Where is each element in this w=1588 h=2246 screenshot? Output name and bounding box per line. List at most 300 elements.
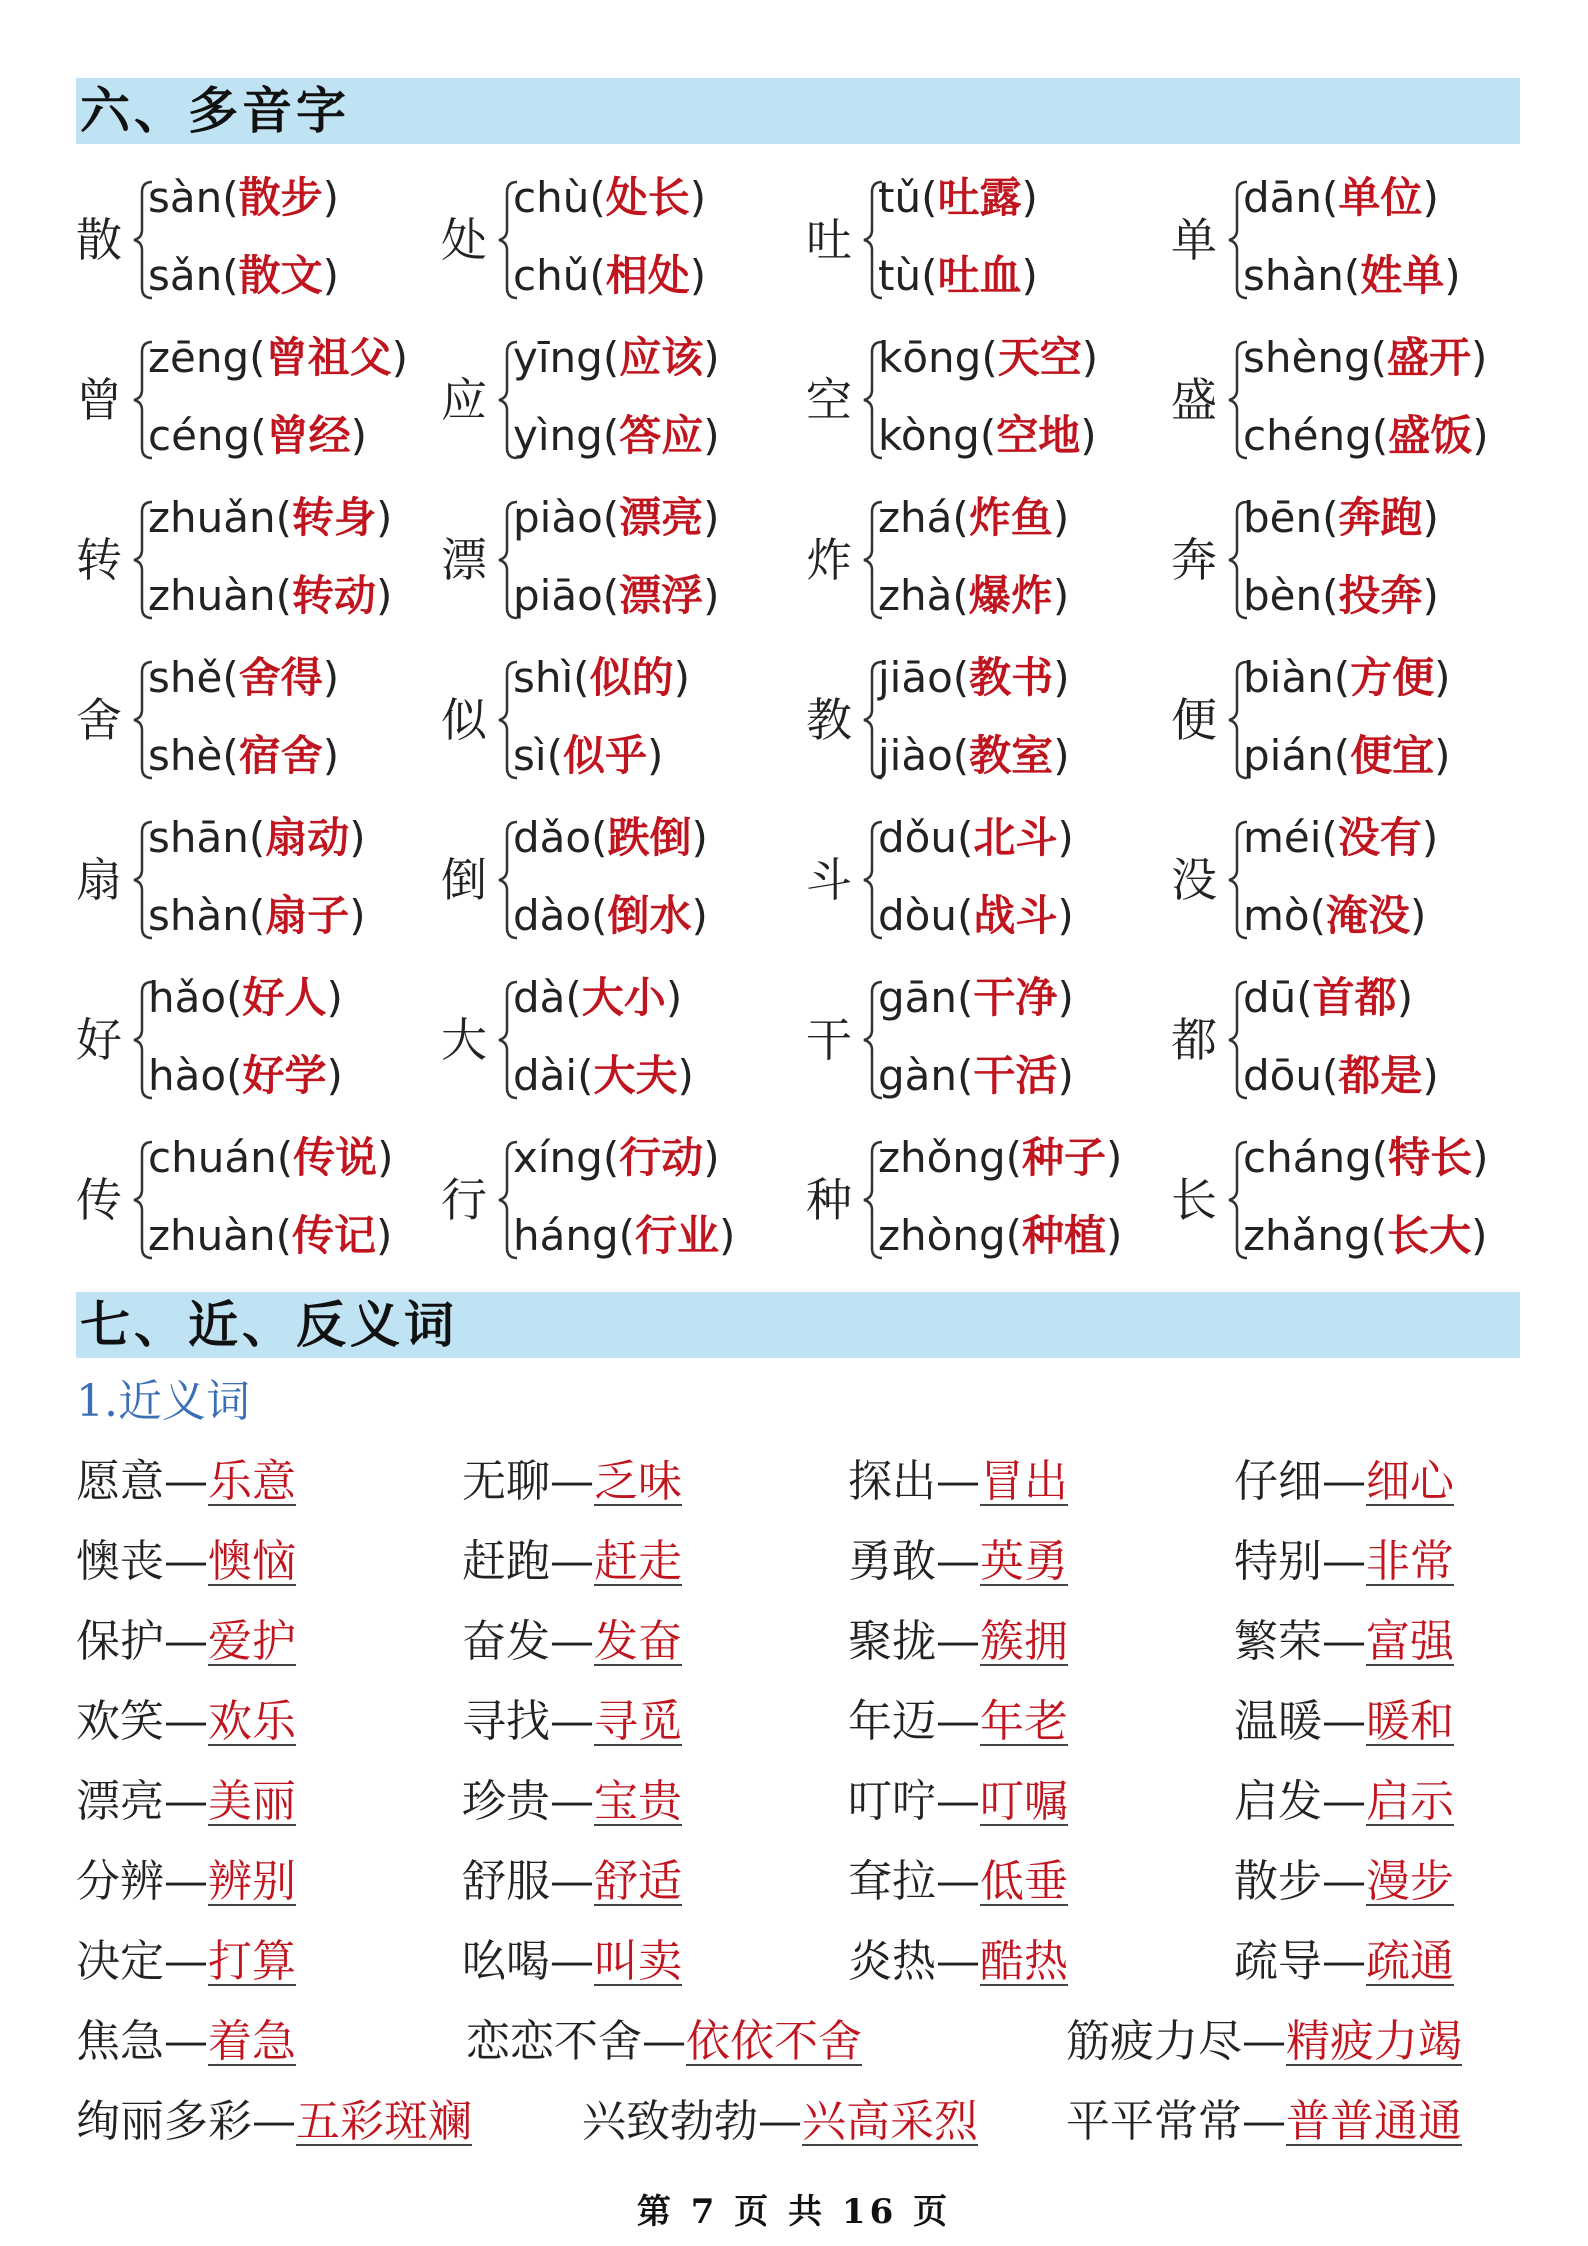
pinyin: biàn — [1243, 653, 1334, 702]
pinyin-line-1: méi(没有) — [1243, 813, 1439, 862]
dash: — — [936, 1856, 980, 1907]
example-word: 种子 — [1022, 1133, 1107, 1182]
pinyin: zhuàn — [148, 1211, 276, 1260]
example-word: 传说 — [293, 1133, 378, 1182]
synonym-pair — [1066, 2092, 1462, 2152]
dash: — — [164, 1616, 208, 1667]
synonym-answer: 欢乐 — [208, 1696, 296, 1747]
synonym-pair — [462, 1532, 848, 1612]
example-word: 首都 — [1312, 973, 1397, 1022]
polyphone-char: 干 — [806, 1013, 852, 1067]
dash: — — [164, 1776, 208, 1827]
example-word: 淹没 — [1326, 891, 1411, 940]
polyphone-item — [435, 800, 800, 960]
example-word: 吐血 — [937, 251, 1022, 300]
polyphone-char: 斗 — [806, 853, 852, 907]
pinyin: zhá — [878, 493, 953, 542]
synonym-answer: 疏通 — [1366, 1936, 1454, 1987]
pinyin-line-2: pián(便宜) — [1243, 731, 1451, 780]
example-word: 转动 — [292, 571, 377, 620]
pinyin: méi — [1243, 813, 1322, 862]
polyphone-char: 处 — [441, 213, 487, 267]
pinyin: chéng — [1243, 411, 1372, 460]
dash: — — [550, 1616, 594, 1667]
polyphone-item — [800, 160, 1165, 320]
synonym-word: 筋疲力尽 — [1066, 2016, 1242, 2067]
pinyin-line-2: jiào(教室) — [878, 731, 1070, 780]
pinyin-line-2: zhuàn(传记) — [148, 1211, 393, 1260]
example-word: 战斗 — [973, 891, 1058, 940]
pinyin: mò — [1243, 891, 1310, 940]
polyphone-char: 长 — [1171, 1173, 1217, 1227]
synonym-answer: 年老 — [980, 1696, 1068, 1747]
synonym-answer: 乐意 — [208, 1456, 296, 1507]
synonym-pair — [848, 1772, 1234, 1852]
example-word: 曾经 — [266, 411, 351, 460]
example-word: 倒水 — [607, 891, 692, 940]
pinyin-line-2: sì(似乎) — [513, 731, 664, 780]
synonym-pair — [462, 1692, 848, 1772]
synonym-word: 保护 — [76, 1616, 164, 1667]
example-word: 传记 — [292, 1211, 377, 1260]
pinyin: gàn — [878, 1051, 958, 1100]
pinyin: hǎo — [148, 973, 227, 1022]
section-6-title: 六、多音字 — [80, 81, 350, 140]
pinyin: dōu — [1243, 1051, 1322, 1100]
synonym-answer: 非常 — [1366, 1536, 1454, 1587]
pinyin-line-1: zēng(曾祖父) — [148, 333, 408, 382]
example-word: 没有 — [1337, 813, 1422, 862]
synonym-word: 耷拉 — [848, 1856, 936, 1907]
example-word: 转身 — [292, 493, 377, 542]
pinyin: yìng — [513, 411, 603, 460]
pinyin-line-2: zhòng(种植) — [878, 1211, 1123, 1260]
example-word: 好人 — [242, 973, 327, 1022]
pinyin: gān — [878, 973, 958, 1022]
synonym-answer: 爱护 — [208, 1616, 296, 1667]
pinyin: yīng — [513, 333, 603, 382]
polyphone-item — [70, 1120, 435, 1280]
pinyin: sǎn — [148, 251, 223, 300]
pinyin-line-2: zhǎng(长大) — [1243, 1211, 1488, 1260]
pinyin-line-2: dài(大夫) — [513, 1051, 694, 1100]
dash: — — [1322, 1536, 1366, 1587]
polyphone-char: 大 — [441, 1013, 487, 1067]
pinyin-line-1: shān(扇动) — [148, 813, 366, 862]
dash: — — [164, 1856, 208, 1907]
pinyin: zēng — [148, 333, 250, 382]
pinyin: zhǎng — [1243, 1211, 1371, 1260]
synonym-word: 分辨 — [76, 1856, 164, 1907]
example-word: 单位 — [1338, 173, 1423, 222]
pinyin-line-1: sàn(散步) — [148, 173, 340, 222]
example-word: 天空 — [997, 333, 1082, 382]
example-word: 处长 — [605, 173, 690, 222]
dash: — — [164, 1456, 208, 1507]
synonym-answer: 簇拥 — [980, 1616, 1068, 1667]
synonym-pair — [462, 1612, 848, 1692]
synonym-pair — [848, 1932, 1234, 2012]
polyphone-item — [435, 480, 800, 640]
pinyin-line-2: piāo(漂浮) — [513, 571, 720, 620]
pinyin: pián — [1243, 731, 1334, 780]
synonym-word: 无聊 — [462, 1456, 550, 1507]
pinyin: jiāo — [878, 653, 953, 702]
synonym-answer: 漫步 — [1366, 1856, 1454, 1907]
pinyin-line-1: chuán(传说) — [148, 1133, 394, 1182]
dash: — — [936, 1696, 980, 1747]
polyphone-item — [1165, 480, 1530, 640]
pinyin-line-1: kōng(天空) — [878, 333, 1099, 382]
pinyin-line-2: gàn(干活) — [878, 1051, 1074, 1100]
pinyin: piào — [513, 493, 603, 542]
synonym-word: 叮咛 — [848, 1776, 936, 1827]
synonym-word: 特别 — [1234, 1536, 1322, 1587]
dash: — — [164, 1536, 208, 1587]
example-word: 教书 — [969, 653, 1054, 702]
synonym-pair — [1234, 1452, 1588, 1532]
polyphone-char: 行 — [441, 1173, 487, 1227]
pinyin-line-1: piào(漂亮) — [513, 493, 720, 542]
example-word: 跌倒 — [607, 813, 692, 862]
polyphone-item — [1165, 960, 1530, 1120]
polyphone-item — [800, 960, 1165, 1120]
pinyin-line-1: yīng(应该) — [513, 333, 720, 382]
synonym-word: 聚拢 — [848, 1616, 936, 1667]
pinyin-line-2: dòu(战斗) — [878, 891, 1074, 940]
polyphone-char: 舍 — [76, 693, 122, 747]
dash: — — [164, 2016, 208, 2067]
pinyin-line-2: shàn(姓单) — [1243, 251, 1461, 300]
section-7-title: 七、近、反义词 — [80, 1295, 458, 1354]
synonym-answer: 叫卖 — [594, 1936, 682, 1987]
dash: — — [550, 1936, 594, 1987]
pinyin: jiào — [878, 731, 953, 780]
synonym-pair — [76, 1932, 462, 2012]
synonym-word: 赶跑 — [462, 1536, 550, 1587]
synonym-answer: 暖和 — [1366, 1696, 1454, 1747]
pinyin-line-2: bèn(投奔) — [1243, 571, 1439, 620]
pinyin: piāo — [513, 571, 603, 620]
polyphone-char: 没 — [1171, 853, 1217, 907]
polyphone-char: 似 — [441, 693, 487, 747]
pinyin: tù — [878, 251, 922, 300]
dash: — — [1242, 2096, 1286, 2147]
synonym-word: 疏导 — [1234, 1936, 1322, 1987]
synonym-answer: 英勇 — [980, 1536, 1068, 1587]
dash: — — [252, 2096, 296, 2147]
pinyin-line-2: sǎn(散文) — [148, 251, 340, 300]
polyphone-item — [70, 480, 435, 640]
polyphone-item — [800, 640, 1165, 800]
synonym-answer: 懊恼 — [208, 1536, 296, 1587]
synonym-word: 愿意 — [76, 1456, 164, 1507]
pinyin: céng — [148, 411, 251, 460]
example-word: 奔跑 — [1338, 493, 1423, 542]
polyphone-item — [800, 320, 1165, 480]
example-word: 吐露 — [937, 173, 1022, 222]
dash: — — [550, 1776, 594, 1827]
dash: — — [1322, 1456, 1366, 1507]
polyphone-item — [70, 320, 435, 480]
pinyin: dū — [1243, 973, 1297, 1022]
polyphone-item — [1165, 1120, 1530, 1280]
pinyin-line-1: dǎo(跌倒) — [513, 813, 708, 862]
example-word: 漂亮 — [619, 493, 704, 542]
dash: — — [550, 1456, 594, 1507]
pinyin: zhuǎn — [148, 493, 276, 542]
dash: — — [164, 1936, 208, 1987]
pinyin: zhòng — [878, 1211, 1006, 1260]
polyphone-item — [800, 1120, 1165, 1280]
pinyin-line-2: chéng(盛饭) — [1243, 411, 1489, 460]
synonym-word: 恋恋不舍 — [466, 2016, 642, 2067]
dash: — — [758, 2096, 802, 2147]
pinyin: hào — [148, 1051, 227, 1100]
pinyin: dān — [1243, 173, 1323, 222]
synonym-pair — [462, 1852, 848, 1932]
pinyin-line-2: zhà(爆炸) — [878, 571, 1070, 620]
pinyin-line-1: jiāo(教书) — [878, 653, 1070, 702]
synonym-pair — [1234, 1692, 1588, 1772]
pinyin-line-2: zhuàn(转动) — [148, 571, 393, 620]
pinyin: shàn — [148, 891, 249, 940]
synonym-word: 温暖 — [1234, 1696, 1322, 1747]
synonym-pair — [848, 1532, 1234, 1612]
pinyin-line-1: gān(干净) — [878, 973, 1074, 1022]
polyphone-item — [1165, 640, 1530, 800]
example-word: 种植 — [1022, 1211, 1107, 1260]
synonym-answer: 细心 — [1366, 1456, 1454, 1507]
polyphone-item — [800, 480, 1165, 640]
pinyin-line-1: chù(处长) — [513, 173, 707, 222]
synonyms-subtitle: 1.近义词 — [76, 1376, 250, 1427]
pinyin: dòu — [878, 891, 957, 940]
pinyin-line-1: dū(首都) — [1243, 973, 1414, 1022]
example-word: 好学 — [242, 1051, 327, 1100]
synonym-answer: 打算 — [208, 1936, 296, 1987]
pinyin: zhà — [878, 571, 953, 620]
synonym-answer: 精疲力竭 — [1286, 2016, 1462, 2067]
polyphone-char: 都 — [1171, 1013, 1217, 1067]
polyphone-item — [435, 160, 800, 320]
synonym-pair — [76, 1452, 462, 1532]
pinyin-line-1: cháng(特长) — [1243, 1133, 1489, 1182]
synonym-word: 年迈 — [848, 1696, 936, 1747]
pinyin: dào — [513, 891, 592, 940]
pinyin-line-1: zhá(炸鱼) — [878, 493, 1070, 542]
synonym-word: 兴致勃勃 — [582, 2096, 758, 2147]
polyphone-char: 单 — [1171, 213, 1217, 267]
synonym-word: 吆喝 — [462, 1936, 550, 1987]
pinyin: kōng — [878, 333, 982, 382]
example-word: 行动 — [619, 1133, 704, 1182]
polyphone-item — [70, 640, 435, 800]
example-word: 似的 — [589, 653, 674, 702]
synonym-answer: 寻觅 — [594, 1696, 682, 1747]
polyphone-item — [435, 960, 800, 1120]
synonym-answer: 辨别 — [208, 1856, 296, 1907]
polyphone-char: 应 — [441, 373, 487, 427]
synonym-pair — [462, 1772, 848, 1852]
example-word: 北斗 — [973, 813, 1058, 862]
polyphone-item — [70, 960, 435, 1120]
pinyin: shān — [148, 813, 249, 862]
dash: — — [1322, 1776, 1366, 1827]
synonym-answer: 低垂 — [980, 1856, 1068, 1907]
synonym-pair — [1234, 1852, 1588, 1932]
dash: — — [550, 1856, 594, 1907]
synonym-word: 绚丽多彩 — [76, 2096, 252, 2147]
example-word: 空地 — [996, 411, 1081, 460]
synonym-word: 繁荣 — [1234, 1616, 1322, 1667]
pinyin-line-1: dān(单位) — [1243, 173, 1439, 222]
polyphone-item — [435, 640, 800, 800]
example-word: 都是 — [1338, 1051, 1423, 1100]
pinyin: dài — [513, 1051, 578, 1100]
pinyin-line-2: dào(倒水) — [513, 891, 708, 940]
synonym-answer: 赶走 — [594, 1536, 682, 1587]
synonym-answer: 普普通通 — [1286, 2096, 1462, 2147]
synonym-pair — [848, 1692, 1234, 1772]
pinyin: sàn — [148, 173, 223, 222]
pinyin: kòng — [878, 411, 980, 460]
synonym-answer: 兴高采烈 — [802, 2096, 978, 2147]
section-7-header — [76, 1292, 1520, 1358]
polyphone-char: 便 — [1171, 693, 1217, 747]
polyphone-item — [70, 160, 435, 320]
dash: — — [642, 2016, 686, 2067]
synonym-answer: 启示 — [1366, 1776, 1454, 1827]
example-word: 答应 — [619, 411, 704, 460]
polyphone-item — [800, 800, 1165, 960]
dash: — — [1322, 1856, 1366, 1907]
pinyin: tǔ — [878, 173, 922, 222]
pinyin-line-1: shì(似的) — [513, 653, 690, 702]
polyphone-char: 盛 — [1171, 373, 1217, 427]
pinyin: shě — [148, 653, 223, 702]
pinyin: bèn — [1243, 571, 1323, 620]
example-word: 长大 — [1387, 1211, 1472, 1260]
synonym-pair — [462, 1932, 848, 2012]
synonym-word: 探出 — [848, 1456, 936, 1507]
synonym-word: 平平常常 — [1066, 2096, 1242, 2147]
example-word: 扇动 — [265, 813, 350, 862]
pinyin-line-2: chǔ(相处) — [513, 251, 707, 300]
synonym-answer: 富强 — [1366, 1616, 1454, 1667]
example-word: 相处 — [605, 251, 690, 300]
polyphone-item — [1165, 320, 1530, 480]
pinyin-line-1: dà(大小) — [513, 973, 683, 1022]
example-word: 干活 — [973, 1051, 1058, 1100]
example-word: 应该 — [619, 333, 704, 382]
pinyin-line-2: shàn(扇子) — [148, 891, 366, 940]
synonym-answer: 宝贵 — [594, 1776, 682, 1827]
example-word: 教室 — [969, 731, 1054, 780]
pinyin: dǎo — [513, 813, 592, 862]
pinyin-line-1: biàn(方便) — [1243, 653, 1451, 702]
pinyin-line-2: kòng(空地) — [878, 411, 1097, 460]
polyphone-char: 扇 — [76, 853, 122, 907]
dash: — — [1322, 1696, 1366, 1747]
pinyin-line-1: shě(舍得) — [148, 653, 340, 702]
synonym-word: 仔细 — [1234, 1456, 1322, 1507]
pinyin: zhuàn — [148, 571, 276, 620]
polyphone-char: 种 — [806, 1173, 852, 1227]
synonym-pair — [848, 1452, 1234, 1532]
synonym-word: 寻找 — [462, 1696, 550, 1747]
pinyin-line-2: tù(吐血) — [878, 251, 1038, 300]
synonym-answer: 着急 — [208, 2016, 296, 2067]
pinyin-line-1: zhuǎn(转身) — [148, 493, 393, 542]
synonym-pair — [1234, 1612, 1588, 1692]
synonym-word: 舒服 — [462, 1856, 550, 1907]
polyphone-char: 散 — [76, 213, 122, 267]
example-word: 特长 — [1388, 1133, 1473, 1182]
pinyin-line-1: zhǒng(种子) — [878, 1133, 1123, 1182]
example-word: 炸鱼 — [968, 493, 1053, 542]
polyphone-char: 转 — [76, 533, 122, 587]
synonym-pair — [76, 2012, 296, 2072]
example-word: 大夫 — [593, 1051, 678, 1100]
synonym-word: 珍贵 — [462, 1776, 550, 1827]
dash: — — [1322, 1936, 1366, 1987]
example-word: 投奔 — [1338, 571, 1423, 620]
pinyin: bēn — [1243, 493, 1323, 542]
synonym-pair — [462, 1452, 848, 1532]
example-word: 扇子 — [265, 891, 350, 940]
synonym-wide-row — [76, 2092, 1536, 2172]
synonym-answer: 冒出 — [980, 1456, 1068, 1507]
synonym-pair — [1234, 1932, 1588, 2012]
example-word: 盛饭 — [1388, 411, 1473, 460]
pinyin: shèng — [1243, 333, 1371, 382]
synonym-pair — [466, 2012, 862, 2072]
example-word: 散步 — [238, 173, 323, 222]
example-word: 舍得 — [238, 653, 323, 702]
synonym-word: 奋发 — [462, 1616, 550, 1667]
synonym-answer: 五彩斑斓 — [296, 2096, 472, 2147]
synonym-pair — [1234, 1532, 1588, 1612]
synonym-word: 焦急 — [76, 2016, 164, 2067]
pinyin: chuán — [148, 1133, 277, 1182]
synonym-answer: 乏味 — [594, 1456, 682, 1507]
pinyin: cháng — [1243, 1133, 1372, 1182]
pinyin-line-2: mò(淹没) — [1243, 891, 1427, 940]
synonym-pair — [76, 1852, 462, 1932]
polyphone-char: 传 — [76, 1173, 122, 1227]
pinyin-line-1: bēn(奔跑) — [1243, 493, 1439, 542]
synonym-pair — [76, 1532, 462, 1612]
pinyin-line-1: tǔ(吐露) — [878, 173, 1038, 222]
example-word: 散文 — [238, 251, 323, 300]
polyphone-item — [1165, 160, 1530, 320]
synonym-word: 散步 — [1234, 1856, 1322, 1907]
pinyin-line-1: shèng(盛开) — [1243, 333, 1488, 382]
dash: — — [936, 1536, 980, 1587]
page-footer: 第 7 页 共 16 页 — [636, 2192, 952, 2232]
synonym-word: 勇敢 — [848, 1536, 936, 1587]
synonym-pair — [582, 2092, 978, 2152]
synonym-pair — [1234, 1772, 1588, 1852]
dash: — — [550, 1696, 594, 1747]
polyphone-item — [1165, 800, 1530, 960]
pinyin: dǒu — [878, 813, 957, 862]
pinyin-line-2: hào(好学) — [148, 1051, 343, 1100]
example-word: 曾祖父 — [265, 333, 392, 382]
example-word: 姓单 — [1360, 251, 1445, 300]
pinyin-line-2: dōu(都是) — [1243, 1051, 1439, 1100]
